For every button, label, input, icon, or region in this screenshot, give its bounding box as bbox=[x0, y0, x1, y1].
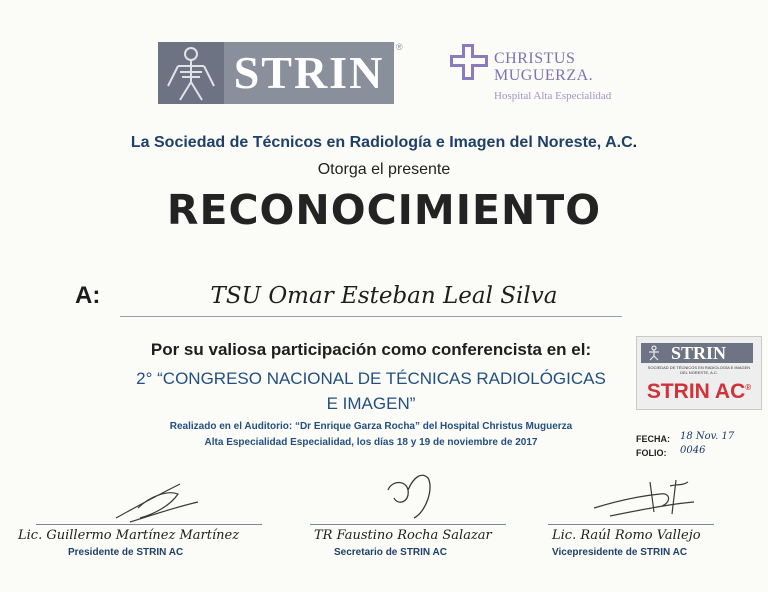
seal-brand-bar bbox=[641, 343, 753, 363]
society-dot: . bbox=[632, 134, 638, 151]
seal-ac-text: STRIN AC bbox=[646, 380, 746, 403]
seal-society-text bbox=[637, 365, 761, 375]
congress-title-line1: 2° “CONGRESO NACIONAL DE TÉCNICAS RADIOLÓGICAS bbox=[136, 369, 606, 388]
folio-label: FOLIO: bbox=[636, 448, 667, 458]
date-label: FECHA: bbox=[636, 434, 670, 444]
seal-small-line1: SOCIEDAD DE TÉCNICOS EN RADIOLOGÍA E IMAGEN bbox=[647, 365, 751, 370]
folio-value: 0046 bbox=[680, 445, 706, 456]
seal-labels bbox=[636, 432, 670, 460]
christus-muguerza-logo bbox=[448, 40, 648, 106]
date-value: 18 Nov. 17 bbox=[680, 431, 735, 442]
radiology-skeleton-icon bbox=[158, 42, 224, 104]
signature-scribble-3 bbox=[590, 478, 700, 522]
venue-line2: Alta Especialidad Especialidad, los días 18 y 19 de noviembre de 2017 bbox=[204, 437, 538, 448]
recipient-label: A: bbox=[75, 282, 101, 309]
seal-ac-mark: ® bbox=[745, 383, 752, 392]
secretary-role: Secretario de STRIN AC bbox=[334, 547, 447, 558]
secretary-name: TR Faustino Rocha Salazar bbox=[314, 528, 492, 543]
signature-line-3 bbox=[548, 524, 714, 525]
society-text: La Sociedad de Técnicos en Radiología e Imagen del Noreste, A.C bbox=[130, 134, 633, 151]
president-name: Lic. Guillermo Martínez Martínez bbox=[18, 528, 240, 543]
recipient-name: TSU Omar Esteban Leal Silva bbox=[210, 283, 558, 309]
participation-text: Por su valiosa participación como conferencista en el: bbox=[150, 340, 592, 359]
venue-line1: Realizado en el Auditorio: “Dr Enrique Garza Rocha” del Hospital Christus Muguerza bbox=[169, 421, 573, 432]
registered-mark: ® bbox=[396, 42, 403, 52]
christus-line1: CHRISTUS bbox=[494, 50, 576, 67]
christus-subtitle: Hospital Alta Especialidad bbox=[494, 90, 612, 102]
vicepresident-name: Lic. Raúl Romo Vallejo bbox=[552, 528, 701, 543]
strin-seal bbox=[636, 336, 762, 410]
strin-logo bbox=[158, 42, 406, 104]
seal-ac bbox=[637, 380, 761, 404]
certificate-title: RECONOCIMIENTO bbox=[166, 186, 602, 234]
seal-handwritten-values bbox=[680, 430, 734, 458]
seal-small-line2: DEL NORESTE, A.C. bbox=[680, 370, 718, 375]
congress-title-line2: E IMAGEN” bbox=[326, 394, 416, 413]
grants-text: Otorga el presente bbox=[317, 161, 451, 178]
society-name bbox=[0, 134, 768, 152]
president-role: Presidente de STRIN AC bbox=[68, 547, 184, 558]
recipient-underline bbox=[120, 316, 622, 317]
signature-scribble-1 bbox=[110, 478, 205, 526]
christus-cross-icon bbox=[448, 42, 490, 82]
christus-line2: MUGUERZA. bbox=[494, 67, 594, 84]
seal-skeleton-icon bbox=[645, 345, 663, 361]
vicepresident-role: Vicepresidente de STRIN AC bbox=[552, 547, 688, 558]
seal-brand: STRIN bbox=[671, 343, 727, 363]
strin-wordmark: STRIN bbox=[224, 42, 394, 104]
signature-line-2 bbox=[310, 524, 506, 525]
christus-name bbox=[494, 50, 593, 84]
signature-line-1 bbox=[36, 524, 262, 525]
signature-scribble-2 bbox=[378, 468, 448, 528]
